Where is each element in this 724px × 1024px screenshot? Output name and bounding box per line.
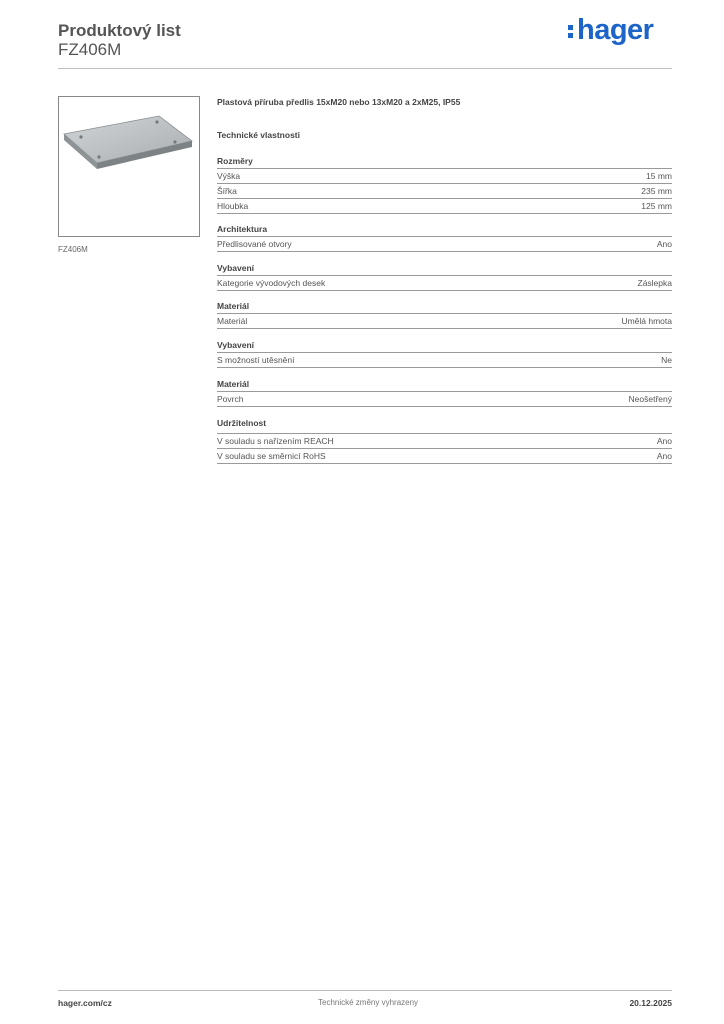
spec-value: Záslepka — [637, 278, 672, 288]
spec-value: 15 mm — [646, 171, 672, 181]
section-heading: Rozměry — [217, 156, 253, 166]
spec-label: S možností utěsnění — [217, 355, 295, 365]
row-divider — [217, 251, 672, 252]
section-heading: Materiál — [217, 301, 250, 311]
spec-row — [217, 275, 672, 290]
footer-website-link[interactable]: hager.com/cz — [58, 998, 112, 1008]
spec-value: Ano — [656, 436, 672, 446]
header-divider — [58, 68, 672, 69]
spec-label: V souladu s nařízením REACH — [217, 436, 334, 446]
footer-divider — [58, 990, 672, 991]
spec-row — [217, 433, 672, 448]
spec-row — [217, 448, 672, 463]
spec-label: Hloubka — [217, 201, 249, 211]
spec-value: Ne — [661, 355, 672, 365]
row-divider — [217, 290, 672, 291]
section-heading: Materiál — [217, 379, 250, 389]
spec-label: Povrch — [217, 394, 244, 404]
spec-row — [217, 391, 672, 406]
spec-value: Ano — [656, 239, 672, 249]
technical-properties-heading: Technické vlastnosti — [217, 130, 300, 140]
row-divider — [217, 406, 672, 407]
section-heading: Vybavení — [217, 340, 255, 350]
spec-value: 235 mm — [641, 186, 672, 196]
spec-label: Předlisované otvory — [217, 239, 292, 249]
spec-row — [217, 313, 672, 328]
spec-row — [217, 183, 672, 198]
spec-value: Neošetřený — [628, 394, 672, 404]
spec-value: Ano — [656, 451, 672, 461]
footer-date: 20.12.2025 — [629, 998, 672, 1008]
spec-label: Kategorie vývodových desek — [217, 278, 326, 288]
footer-notice: Technické změny vyhrazeny — [318, 998, 419, 1007]
product-description: Plastová příruba předlis 15xM20 nebo 13xM20 a 2xM25, IP55 — [217, 97, 461, 107]
spec-row — [217, 198, 672, 213]
section-heading: Architektura — [217, 224, 268, 234]
hager-logo[interactable] — [568, 14, 653, 47]
spec-label: V souladu se směrnicí RoHS — [217, 451, 326, 461]
spec-label: Výška — [217, 171, 241, 181]
spec-row — [217, 352, 672, 367]
image-caption: FZ406M — [58, 245, 88, 254]
product-image — [58, 96, 200, 237]
spec-label: Šířka — [217, 186, 237, 196]
logo-text: hager — [577, 14, 654, 46]
page-title: Produktový list — [58, 21, 181, 40]
row-divider — [217, 213, 672, 214]
spec-value: Umělá hmota — [621, 316, 672, 326]
section-heading: Udržitelnost — [217, 418, 267, 428]
spec-label: Materiál — [217, 316, 248, 326]
row-divider — [217, 463, 672, 464]
row-divider — [217, 367, 672, 368]
section-heading: Vybavení — [217, 263, 255, 273]
logo-dots-icon — [568, 21, 574, 39]
spec-row — [217, 168, 672, 183]
cover-plate-icon — [59, 97, 199, 236]
row-divider — [217, 328, 672, 329]
spec-row — [217, 236, 672, 251]
spec-value: 125 mm — [641, 201, 672, 211]
product-code: FZ406M — [58, 40, 122, 59]
